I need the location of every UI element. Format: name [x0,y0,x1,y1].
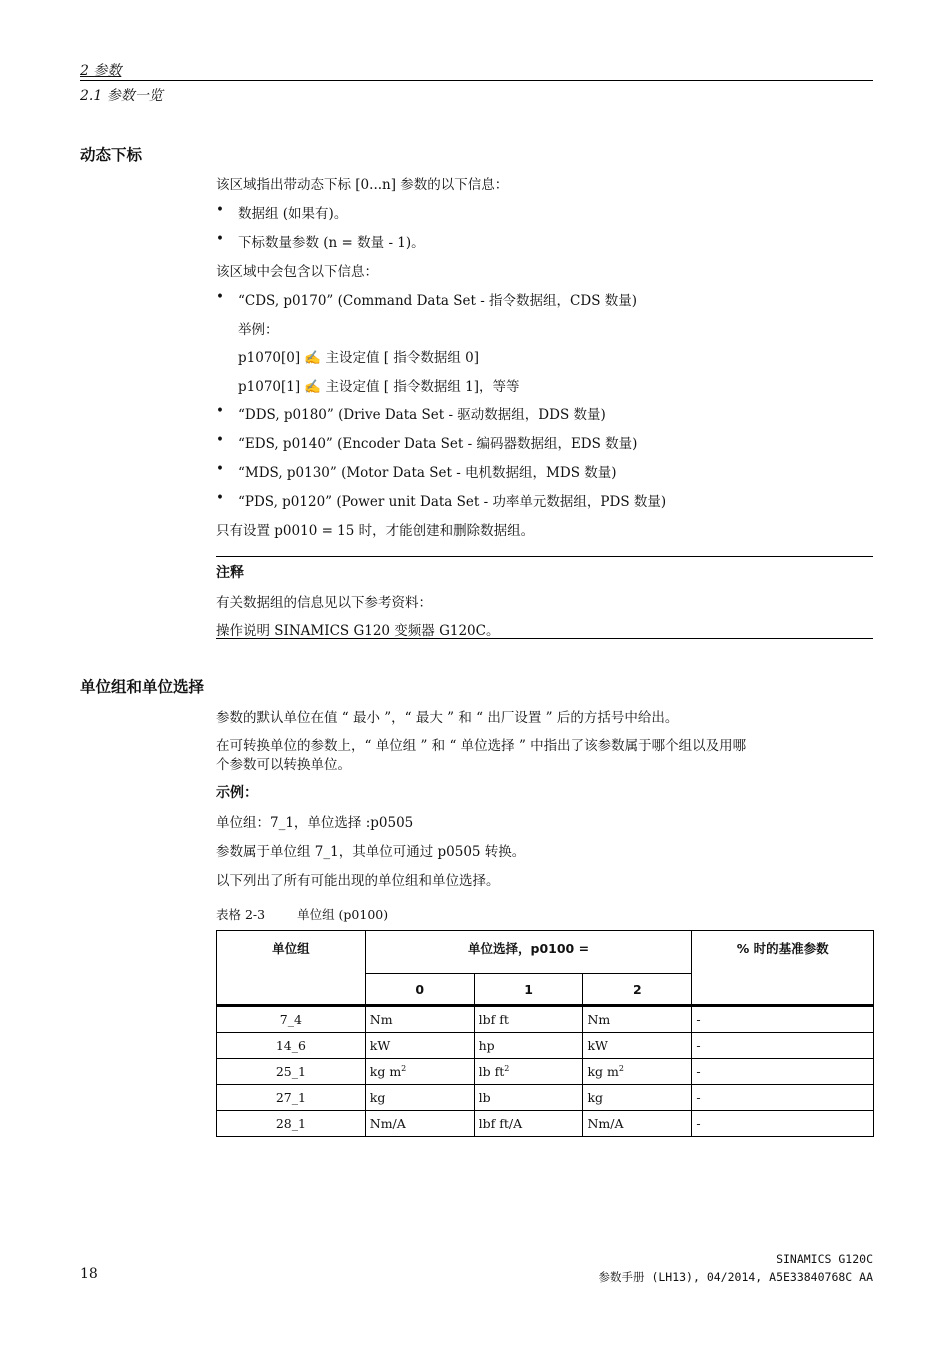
footer-product: SINAMICS G120C [776,1252,873,1266]
units-example-2: 参数属于单位组 7_1，其单位可通过 p0505 转换。 [216,844,526,860]
bullet-dot: • [216,202,224,218]
table-row [217,1006,874,1033]
cell-unit-0: kW [365,1033,474,1059]
units-example-3: 以下列出了所有可能出现的单位组和单位选择。 [216,873,500,889]
unit-group-table [216,930,874,1137]
table-caption-number: 表格 2-3 [216,907,266,922]
units-p2b: 个参数可以转换单位。 [216,757,351,773]
cell-unit-1: lb [474,1085,583,1111]
page-number: 18 [80,1266,98,1282]
cell-unit-2-text: kg m [587,1064,619,1080]
header-rule [80,80,873,81]
dyn-cds: “CDS, p0170” (Command Data Set - 指令数据组，CDS 数量) [238,293,638,309]
bullet-dot: • [216,289,224,305]
cell-unit-0: Nm/A [365,1111,474,1137]
cell-group: 25_1 [217,1059,366,1085]
footer-info [599,1250,873,1286]
section-title-dynamic-index: 动态下标 [80,146,143,164]
note-title: 注释 [216,565,244,581]
header-section: 2.1 参数一览 [80,88,163,104]
units-example-1: 单位组：7_1，单位选择 :p0505 [216,815,414,831]
cell-unit-2: kg [583,1085,692,1111]
dyn-eds: “EDS, p0140” (Encoder Data Set - 编码器数据组，EDS 数量) [238,436,638,452]
dyn-example-1: p1070[0] ✍ 主设定值 [ 指令数据组 0] [238,350,480,366]
bullet-dot: • [216,490,224,506]
cell-unit-0: kg [365,1085,474,1111]
superscript: 2 [618,1063,624,1073]
cell-ref: - [692,1085,874,1111]
cell-unit-1: lbf ft [474,1006,583,1033]
dyn-intro2: 该区域中会包含以下信息： [216,264,378,280]
cell-unit-2: Nm/A [583,1111,692,1137]
dyn-example-label: 举例： [238,322,279,338]
dyn-bullet-2: 下标数量参数 (n = 数量 - 1)。 [238,235,425,251]
units-p1: 参数的默认单位在值 “ 最小 ”，“ 最大 ” 和 “ 出厂设置 ” 后的方括号中给出。 [216,710,679,726]
superscript: 2 [504,1063,510,1073]
cell-unit-1: hp [474,1033,583,1059]
dyn-closing: 只有设置 p0010 = 15 时，才能创建和删除数据组。 [216,523,535,539]
table-caption-text: 单位组 (p0100) [297,907,389,922]
cell-group: 28_1 [217,1111,366,1137]
units-example-title: 示例： [216,785,258,801]
section-title-units: 单位组和单位选择 [80,678,205,696]
bullet-dot: • [216,403,224,419]
units-p2a: 在可转换单位的参数上，“ 单位组 ” 和 “ 单位选择 ” 中指出了该参数属于哪个组以及用哪 [216,738,747,754]
cell-unit-0: Nm [365,1006,474,1033]
note-line-1: 有关数据组的信息见以下参考资料： [216,595,432,611]
dyn-intro: 该区域指出带动态下标 [0...n] 参数的以下信息： [216,177,509,193]
table-row [217,1059,874,1085]
dyn-pds: “PDS, p0120” (Power unit Data Set - 功率单元数据组，PDS 数量) [238,494,667,510]
cell-unit-1 [474,1059,583,1085]
header-chapter: 2 参数 [80,63,122,79]
table-caption [216,905,388,923]
th-unit-selection: 单位选择，p0100 = [365,931,692,974]
cell-ref: - [692,1111,874,1137]
table-row [217,1085,874,1111]
note-rule-bottom [216,638,873,639]
superscript: 2 [401,1063,407,1073]
dyn-example-2: p1070[1] ✍ 主设定值 [ 指令数据组 1]，等等 [238,379,520,395]
dyn-mds: “MDS, p0130” (Motor Data Set - 电机数据组，MDS 数量) [238,465,617,481]
cell-group: 7_4 [217,1006,366,1033]
cell-unit-2: kW [583,1033,692,1059]
th-reference: % 时的基准参数 [692,931,874,1006]
cell-unit-2: Nm [583,1006,692,1033]
table-row [217,1033,874,1059]
footer-doc: 参数手册 (LH13), 04/2014, A5E33840768C AA [598,1270,873,1284]
th-sel-2: 2 [583,974,692,1006]
cell-group: 14_6 [217,1033,366,1059]
note-line-2: 操作说明 SINAMICS G120 变频器 G120C。 [216,623,500,639]
cell-unit-1-text: lb ft [478,1064,505,1080]
th-sel-1: 1 [474,974,583,1006]
cell-unit-2 [583,1059,692,1085]
dyn-dds: “DDS, p0180” (Drive Data Set - 驱动数据组，DDS 数量) [238,407,606,423]
th-sel-0: 0 [365,974,474,1006]
bullet-dot: • [216,231,224,247]
note-rule-top [216,556,873,557]
th-unit-group: 单位组 [217,931,366,1006]
cell-unit-0-text: kg m [369,1064,402,1080]
bullet-dot: • [216,461,224,477]
cell-unit-1: lbf ft/A [474,1111,583,1137]
cell-ref: - [692,1006,874,1033]
table-row [217,1111,874,1137]
cell-group: 27_1 [217,1085,366,1111]
cell-ref: - [692,1059,874,1085]
cell-unit-0 [365,1059,474,1085]
cell-ref: - [692,1033,874,1059]
bullet-dot: • [216,432,224,448]
dyn-bullet-1: 数据组 (如果有)。 [238,206,348,222]
